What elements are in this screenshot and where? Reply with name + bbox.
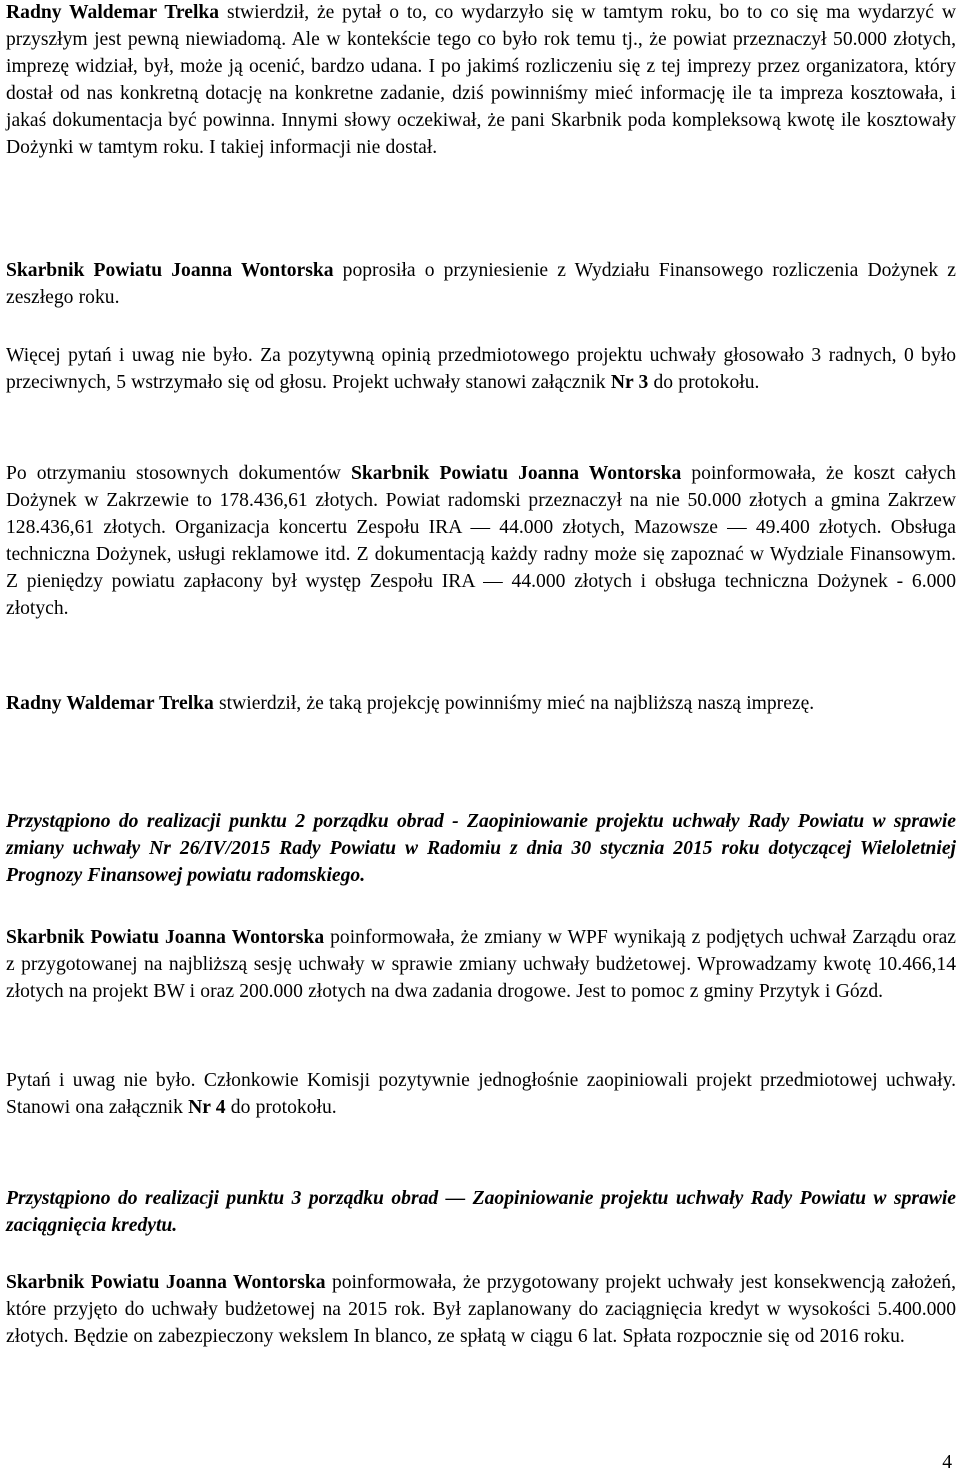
paragraph-text: Po otrzymaniu stosownych dokumentów <box>6 463 351 484</box>
paragraph-vote-result-3 <box>6 343 956 397</box>
attachment-number: Nr 3 <box>610 371 649 393</box>
speaker-name: Skarbnik Powiatu Joanna Wontorska <box>6 927 325 948</box>
speaker-name: Skarbnik Powiatu Joanna Wontorska <box>6 260 334 281</box>
paragraph-text: Więcej pytań i uwag nie było. Za pozytywną opinią przedmiotowego projektu uchwały głosowało 3 radnych, 0 było przeciwnych, 5 wstrzymało się od głosu. Projekt uchwały stanowi załącznik <box>6 345 956 393</box>
page-number: 4 <box>942 1452 952 1473</box>
heading-text: Przystąpiono do realizacji punktu 2 porządku obrad - Zaopiniowanie projektu uchwały Rady Powiatu w sprawie zmiany uchwały Nr 26/IV/2015 Rady Powiatu w Radomiu z dnia 30 stycznia 2015 roku dotyczącej Wieloletniej Prognozy Finansowej powiatu radomskiego. <box>6 811 956 886</box>
paragraph-credit-info <box>6 1270 956 1351</box>
agenda-item-3-heading <box>6 1186 956 1240</box>
attachment-number: Nr 4 <box>188 1096 226 1118</box>
paragraph-trelka-projection <box>6 691 956 718</box>
paragraph-wpf-changes <box>6 925 956 1006</box>
paragraph-text: poinformowała, że zmiany w WPF wynikają z podjętych uchwał Zarządu oraz z przygotowanej na najbliższą sesję uchwały w sprawie zmiany uchwały budżetowej. Wprowadzamy kwotę 10.466,14 złotych na projekt BW i oraz 200.000 złotych na dwa zadania drogowe. Jest to pomoc z gminy Przytyk i Gózd. <box>6 927 956 1002</box>
heading-text: Przystąpiono do realizacji punktu 3 porządku obrad — Zaopiniowanie projektu uchwały Rady Powiatu w sprawie zaciągnięcia kredytu. <box>6 1188 956 1236</box>
speaker-name: Radny Waldemar Trelka <box>6 693 214 714</box>
paragraph-text: poinformowała, że koszt całych Dożynek w Zakrzewie to 178.436,61 złotych. Powiat radomski przeznaczył na nie 50.000 złotych a gmina Zakrzew 128.436,61 złotych. Organizacja koncertu Zespołu IRA — 44.000 złotych, Mazowsze — 49.400 złotych. Obsługa techniczna Dożynek, usługi reklamowe itd. Z dokumentacją każdy radny może się zapoznać w Wydziale Finansowym. Z pieniędzy powiatu zapłacony był występ Zespołu IRA — 44.000 złotych i obsługa techniczna Dożynek - 6.000 złotych. <box>6 463 956 619</box>
paragraph-text: stwierdził, że taką projekcję powinniśmy mieć na najbliższą naszą imprezę. <box>213 693 815 714</box>
agenda-item-2-heading <box>6 809 956 890</box>
paragraph-dozynki-costs <box>6 461 956 622</box>
speaker-name: Skarbnik Powiatu Joanna Wontorska <box>6 1272 326 1293</box>
paragraph-text: do protokołu. <box>225 1096 337 1118</box>
paragraph-text: poprosiła o przyniesienie z Wydziału Finansowego rozliczenia Dożynek z zeszłego roku. <box>6 260 956 308</box>
paragraph-trelka-statement <box>6 0 956 161</box>
speaker-name: Radny Waldemar Trelka <box>6 2 220 23</box>
paragraph-text: Pytań i uwag nie było. Członkowie Komisji pozytywnie jednogłośnie zaopiniowali projekt przedmiotowej uchwały. Stanowi ona załącznik <box>6 1070 956 1118</box>
paragraph-text: poinformowała, że przygotowany projekt uchwały jest konsekwencją założeń, które przyjęto do uchwały budżetowej na 2015 rok. Był zaplanowany do zaciągnięcia kredyt w wysokości 5.400.000 złotych. Będzie on zabezpieczony wekslem In blanco, ze spłatą w ciągu 6 lat. Spłata rozpocznie się od 2016 roku. <box>6 1272 956 1347</box>
paragraph-text: do protokołu. <box>648 371 760 393</box>
paragraph-vote-result-4 <box>6 1068 956 1122</box>
paragraph-text: stwierdził, że pytał o to, co wydarzyło się w tamtym roku, bo to co się ma wydarzyć w przyszłym jest pewną niewiadomą. Ale w kontekście tego co było rok temu tj., że powiat przeznaczył 50.000 złotych, imprezę widział, był, może ją ocenić, bardzo udana. I po jakimś rozliczeniu się z tej imprezy przez organizatora, który dostał od nas konkretną dotację na konkretne zadanie, dziś powinniśmy mieć informację ile ta impreza kosztowała, i jakaś dokumentacja być powinna. Innymi słowy oczekiwał, że pani Skarbnik poda kompleksową kwotę ile kosztowały Dożynki w tamtym roku. I takiej informacji nie dostał. <box>6 2 956 158</box>
paragraph-skarbnik-request <box>6 258 956 312</box>
speaker-name: Skarbnik Powiatu Joanna Wontorska <box>350 463 682 484</box>
